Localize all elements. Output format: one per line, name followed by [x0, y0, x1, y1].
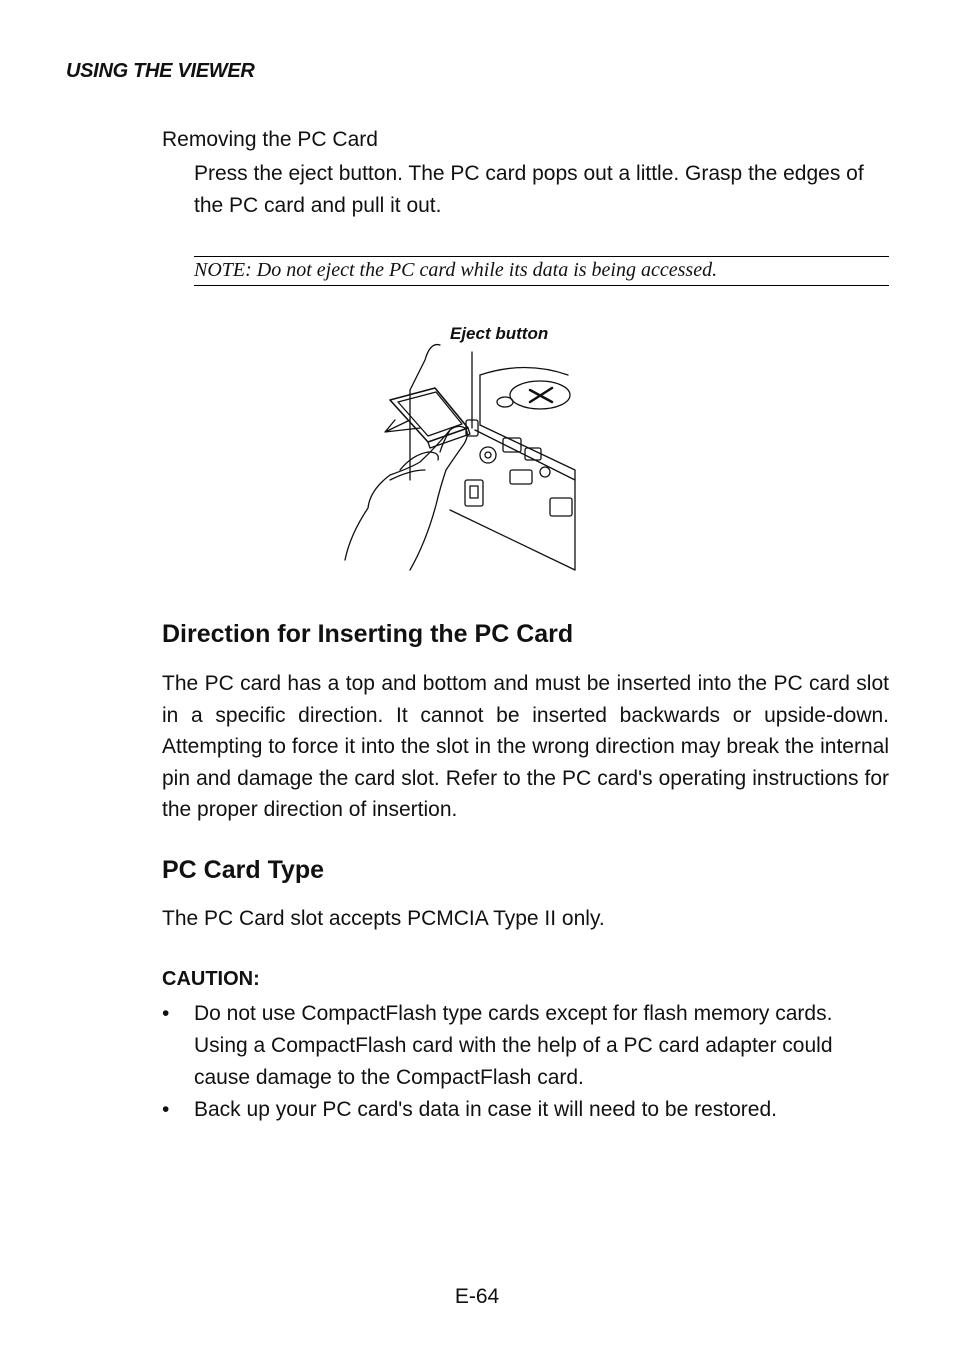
connector-5 [550, 498, 572, 516]
bullet-text: Back up your PC card's data in case it will need to be restored. [194, 1098, 777, 1121]
connector-4 [510, 470, 532, 484]
direction-heading: Direction for Inserting the PC Card [162, 620, 574, 648]
note-text: NOTE: Do not eject the PC card while its data is being accessed. [194, 259, 718, 281]
hand [345, 426, 467, 570]
eject-button-label: Eject button [450, 324, 549, 343]
caution-title: CAUTION: [162, 968, 260, 990]
page-number: E-64 [454, 1285, 500, 1308]
removing-title: Removing the PC Card [162, 128, 378, 151]
removing-text: Press the eject button. The PC card pops out a little. Grasp the edges of the PC card and pull it out. [194, 162, 864, 217]
note-box [194, 256, 889, 286]
bullet-mark: • [162, 1098, 170, 1121]
projector-top-edge [410, 345, 440, 480]
connector-3 [480, 447, 496, 463]
caution-list [162, 998, 889, 1126]
card-type-text: The PC Card slot accepts PCMCIA Type II only. [162, 907, 605, 930]
projector-hand-illustration [340, 320, 590, 574]
power-switch [465, 480, 483, 506]
pc-card [390, 388, 468, 442]
bullet-text: Do not use CompactFlash type cards except for flash memory cards. Using a CompactFlash card with the help of a PC card adapter could cause damage to the CompactFlash card. [194, 1002, 833, 1089]
running-head: USING THE VIEWER [66, 60, 255, 82]
eject-illustration [340, 320, 590, 574]
bullet-mark: • [162, 1002, 170, 1025]
direction-text: The PC card has a top and bottom and must be inserted into the PC card slot in a specific direction. It cannot be inserted backwards or upside-down. Attempting to force it into the slot in the wrong direction may break the internal pin and damage the card slot. Refer to the PC card's operating instructions for the proper direction of insertion. [162, 672, 889, 821]
card-type-heading: PC Card Type [162, 856, 325, 884]
list-item [162, 998, 889, 1094]
list-item [162, 1094, 889, 1126]
